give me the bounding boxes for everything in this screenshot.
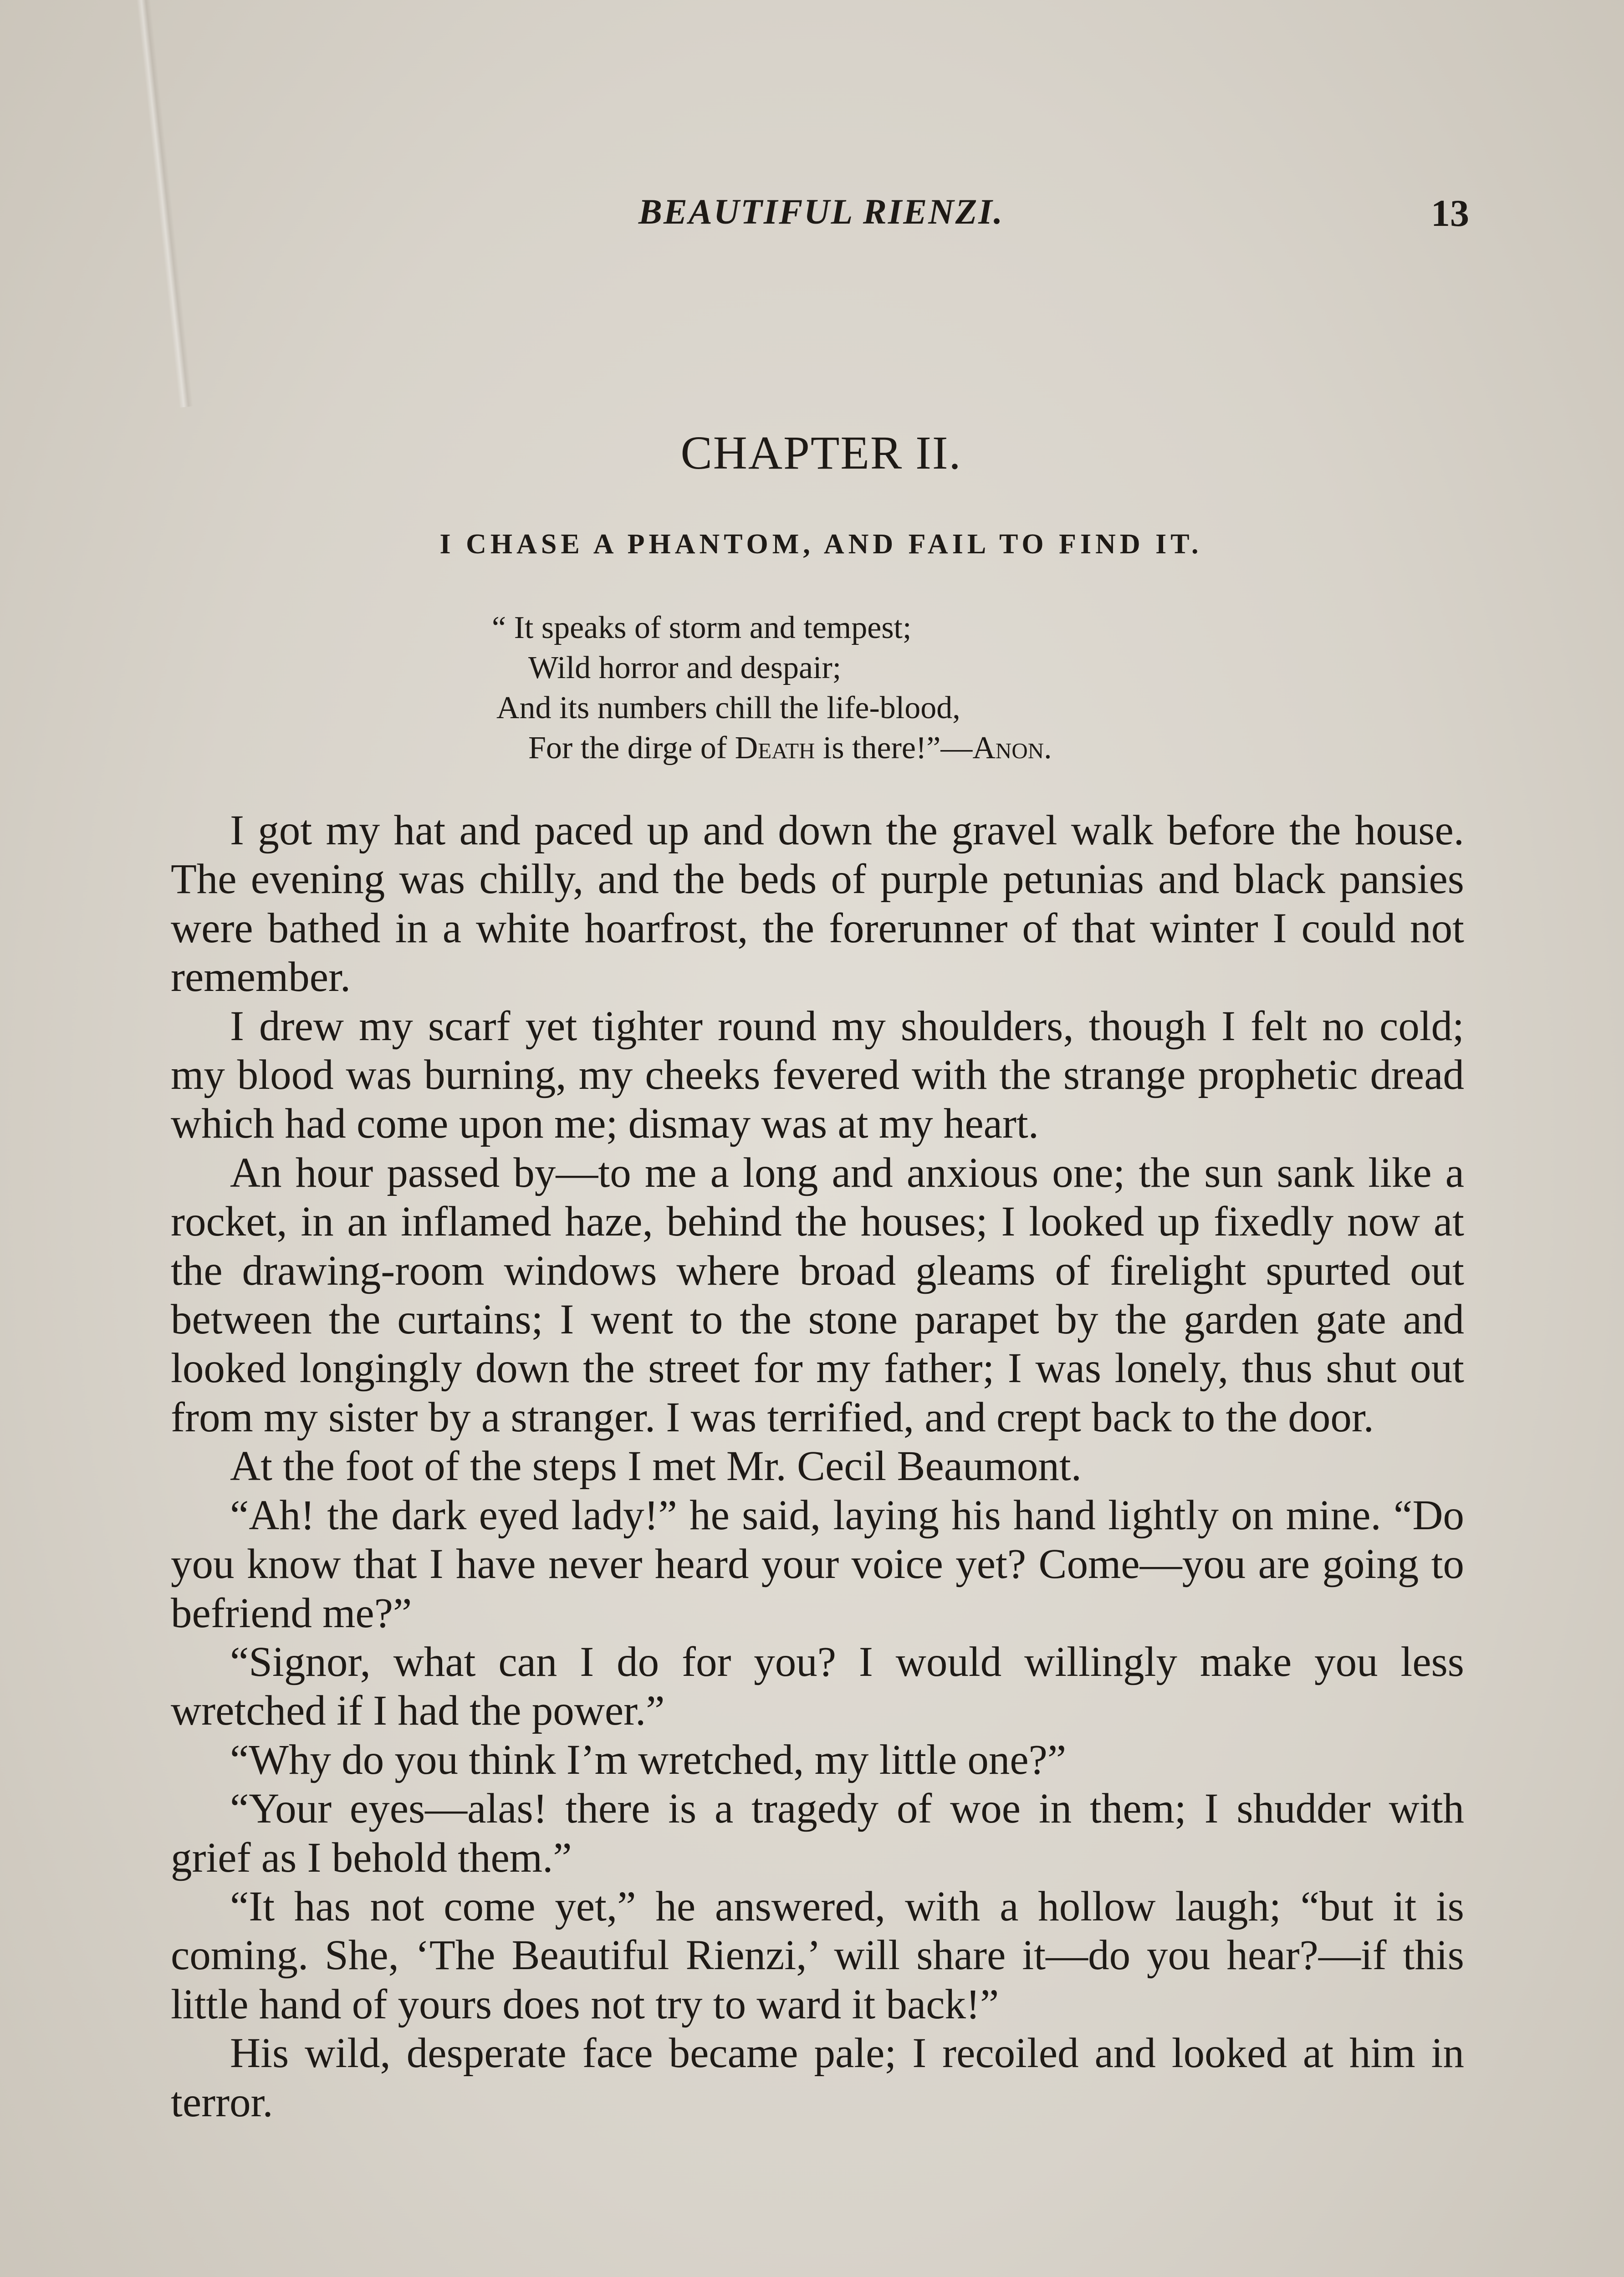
epigraph-line: And its numbers chill the life-blood, — [496, 690, 960, 725]
epigraph-line — [492, 728, 1357, 768]
paragraph: “Why do you think I’m wretched, my little one?” — [230, 1736, 1067, 1783]
epigraph-emphasis: Death — [735, 730, 815, 766]
body-text — [171, 806, 1464, 2127]
paragraph: I drew my scarf yet tighter round my shoulders, though I felt no cold; my blood was burning, my cheeks fevered with the strange prophetic dread which had come upon me; dismay was at my heart. — [171, 1002, 1464, 1148]
paragraph: At the foot of the steps I met Mr. Cecil Beaumont. — [230, 1443, 1082, 1490]
epigraph-attribution: Anon. — [972, 730, 1052, 766]
paragraph: I got my hat and paced up and down the gravel walk before the house. The evening was chilly, and the beds of purple petunias and black pansies were bathed in a white hoarfrost, the forerunner of that winter I could not remember. — [171, 807, 1464, 1001]
epigraph-text: is there!”— — [815, 730, 973, 766]
paragraph: An hour passed by—to me a long and anxious one; the sun sank like a rocket, in an inflamed haze, behind the houses; I looked up fixedly now at the drawing-room windows where broad gleams of firelight spurted out between the curtains; I went to the stone parapet by the garden gate and looked longingly down the street for my father; I was lonely, thus shut out from my sister by a stranger. I was terrified, and crept back to the door. — [171, 1149, 1464, 1441]
epigraph-text: For the dirge of — [528, 730, 735, 766]
epigraph-line: Wild horror and despair; — [528, 650, 842, 685]
paragraph: “Ah! the dark eyed lady!” he said, laying his hand lightly on mine. “Do you know that I have never heard your voice yet? Come—you are going to befriend me?” — [171, 1491, 1464, 1637]
paragraph: “Signor, what can I do for you? I would willingly make you less wretched if I had the power.” — [171, 1638, 1464, 1735]
chapter-heading: CHAPTER II. — [680, 427, 962, 479]
running-head — [173, 182, 1469, 235]
epigraph-line: “ It speaks of storm and tempest; — [492, 610, 912, 645]
page-number: 13 — [1431, 192, 1469, 235]
chapter-subtitle: I CHASE A PHANTOM, AND FAIL TO FIND IT. — [439, 529, 1203, 560]
paragraph: “It has not come yet,” he answered, with a hollow laugh; “but it is coming. She, ‘The Beautiful Rienzi,’ will share it—do you hear?—if this little hand of yours does not try to ward it back!” — [171, 1883, 1464, 2028]
paragraph: “Your eyes—alas! there is a tragedy of woe in them; I shudder with grief as I behold them.” — [171, 1785, 1464, 1881]
running-title: BEAUTIFUL RIENZI. — [638, 192, 1004, 231]
paragraph: His wild, desperate face became pale; I recoiled and looked at him in terror. — [171, 2030, 1464, 2126]
epigraph — [492, 608, 1357, 768]
